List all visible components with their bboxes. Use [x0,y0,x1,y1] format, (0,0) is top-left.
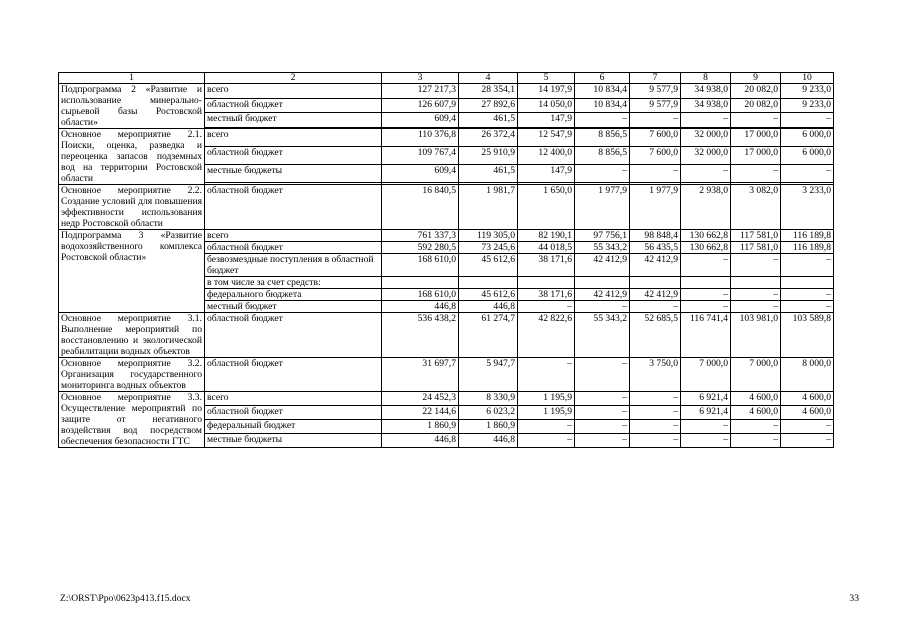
program-title-cell: Подпрограмма 2 «Развитие и использование минерально-сырьевой базы Ростовской области» [59,84,205,129]
funding-source-cell: всего [205,84,382,99]
amount-cell: – [630,406,681,420]
funding-source-cell: областной бюджет [205,406,382,420]
amount-cell: 14 197,9 [518,84,575,99]
amount-cell: 446,8 [382,434,459,448]
amount-cell: 9 233,0 [781,98,834,113]
amount-cell: 446,8 [459,301,518,313]
amount-cell: 130 662,8 [681,230,731,242]
amount-cell: 55 343,2 [575,242,630,254]
amount-cell [681,277,731,289]
amount-cell [575,277,630,289]
amount-cell: – [731,113,781,128]
funding-source-cell: всего [205,392,382,406]
amount-cell: 7 600,0 [630,129,681,147]
program-title-cell: Основное мероприятие 3.2. Организация государственного мониторинга водных объектов [59,358,205,392]
amount-cell: – [630,392,681,406]
amount-cell: – [731,420,781,434]
funding-source-cell: всего [205,230,382,242]
amount-cell: 103 589,8 [781,313,834,358]
amount-cell: 9 577,9 [630,84,681,99]
amount-cell: 8 856,5 [575,129,630,147]
funding-source-cell: областной бюджет [205,185,382,230]
amount-cell: 82 190,1 [518,230,575,242]
amount-cell: 7 000,0 [681,358,731,392]
amount-cell: 127 217,3 [382,84,459,99]
amount-cell: 52 685,5 [630,313,681,358]
amount-cell: 8 330,9 [459,392,518,406]
amount-cell: 126 607,9 [382,98,459,113]
amount-cell: 461,5 [459,165,518,183]
amount-cell: – [781,165,834,183]
amount-cell [630,277,681,289]
amount-cell: 1 860,9 [459,420,518,434]
amount-cell: 168 610,0 [382,289,459,301]
amount-cell: 4 600,0 [781,392,834,406]
amount-cell: – [630,434,681,448]
amount-cell: 109 767,4 [382,147,459,165]
column-header: 5 [518,73,575,84]
amount-cell: 6 921,4 [681,392,731,406]
funding-source-cell: безвозмездные поступления в областной бюджет [205,254,382,277]
amount-cell: 9 233,0 [781,84,834,99]
amount-cell: 609,4 [382,165,459,183]
amount-cell: 2 938,0 [681,185,731,230]
amount-cell [518,277,575,289]
amount-cell: 17 000,0 [731,147,781,165]
amount-cell: 38 171,6 [518,254,575,277]
amount-cell: – [681,301,731,313]
amount-cell: 32 000,0 [681,147,731,165]
amount-cell: 22 144,6 [382,406,459,420]
page-number: 33 [849,593,859,604]
column-header: 10 [781,73,834,84]
amount-cell: 7 000,0 [731,358,781,392]
funding-source-cell: в том числе за счет средств: [205,277,382,289]
amount-cell: 12 547,9 [518,129,575,147]
amount-cell: 73 245,6 [459,242,518,254]
table-row [59,185,834,230]
amount-cell: 98 848,4 [630,230,681,242]
amount-cell: 761 337,3 [382,230,459,242]
amount-cell: 1 977,9 [630,185,681,230]
program-title-cell: Подпрограмма 3 «Развитие водохозяйственного комплекса Ростовской области» [59,230,205,313]
table-row [59,84,834,99]
amount-cell: 45 612,6 [459,289,518,301]
amount-cell: 609,4 [382,113,459,128]
amount-cell [382,277,459,289]
amount-cell: 4 600,0 [781,406,834,420]
amount-cell: 119 305,0 [459,230,518,242]
footer-file-path: Z:\ORST\Ppo\0623p413.f15.docx [60,593,191,604]
program-title-cell: Основное мероприятие 2.1. Поиски, оценка, разведка и переоценка запасов подземных вод на территории Ростовской области [59,129,205,185]
amount-cell: – [781,113,834,128]
column-header: 7 [630,73,681,84]
amount-cell: 592 280,5 [382,242,459,254]
amount-cell: 1 195,9 [518,392,575,406]
amount-cell: 20 082,0 [731,84,781,99]
amount-cell: – [681,254,731,277]
amount-cell: 44 018,5 [518,242,575,254]
amount-cell: 130 662,8 [681,242,731,254]
amount-cell: – [630,165,681,183]
funding-source-cell: областной бюджет [205,358,382,392]
amount-cell: 8 000,0 [781,358,834,392]
amount-cell: 3 233,0 [781,185,834,230]
amount-cell: 61 274,7 [459,313,518,358]
amount-cell: 38 171,6 [518,289,575,301]
amount-cell: 16 840,5 [382,185,459,230]
funding-source-cell: областной бюджет [205,147,382,165]
amount-cell: – [518,301,575,313]
amount-cell: 7 600,0 [630,147,681,165]
amount-cell: – [731,301,781,313]
amount-cell: 1 977,9 [575,185,630,230]
amount-cell: 28 354,1 [459,84,518,99]
amount-cell: 10 834,4 [575,84,630,99]
funding-source-cell: всего [205,129,382,147]
amount-cell: – [731,289,781,301]
column-header: 9 [731,73,781,84]
table-row [59,230,834,242]
column-header: 4 [459,73,518,84]
amount-cell: 1 860,9 [382,420,459,434]
amount-cell: – [781,434,834,448]
amount-cell: 42 412,9 [575,254,630,277]
amount-cell: 42 412,9 [630,289,681,301]
funding-source-cell: областной бюджет [205,98,382,113]
amount-cell: 24 452,3 [382,392,459,406]
amount-cell: 6 000,0 [781,147,834,165]
amount-cell: – [731,434,781,448]
program-title-cell: Основное мероприятие 3.3. Осуществление мероприятий по защите от негативного воздействия вод посредством обеспечения безопасности ГТС [59,392,205,448]
amount-cell: – [681,165,731,183]
amount-cell: 103 981,0 [731,313,781,358]
column-header: 2 [205,73,382,84]
amount-cell: 461,5 [459,113,518,128]
amount-cell: – [518,358,575,392]
funding-source-cell: местные бюджеты [205,165,382,183]
amount-cell: 14 050,0 [518,98,575,113]
column-header: 1 [59,73,205,84]
amount-cell: – [731,254,781,277]
amount-cell: 9 577,9 [630,98,681,113]
funding-source-cell: местный бюджет [205,301,382,313]
amount-cell: 3 082,0 [731,185,781,230]
amount-cell: – [681,420,731,434]
column-header: 6 [575,73,630,84]
column-header: 3 [382,73,459,84]
amount-cell: – [575,165,630,183]
amount-cell: 1 195,9 [518,406,575,420]
amount-cell: – [630,301,681,313]
amount-cell: 446,8 [459,434,518,448]
amount-cell: – [681,434,731,448]
amount-cell: – [575,420,630,434]
amount-cell: 6 921,4 [681,406,731,420]
amount-cell: 26 372,4 [459,129,518,147]
amount-cell: 25 910,9 [459,147,518,165]
amount-cell: 34 938,0 [681,98,731,113]
table-header-row [59,73,834,84]
amount-cell: 42 412,9 [575,289,630,301]
column-header: 8 [681,73,731,84]
amount-cell: 446,8 [382,301,459,313]
amount-cell: – [575,301,630,313]
amount-cell [731,277,781,289]
table-row [59,358,834,392]
amount-cell: 6 023,2 [459,406,518,420]
amount-cell: 168 610,0 [382,254,459,277]
amount-cell: – [781,301,834,313]
amount-cell [459,277,518,289]
program-title-cell: Основное мероприятие 2.2. Создание условий для повышения эффективности использования недр Ростовской области [59,185,205,230]
amount-cell: – [630,420,681,434]
funding-source-cell: местные бюджеты [205,434,382,448]
funding-source-cell: областной бюджет [205,313,382,358]
amount-cell: 31 697,7 [382,358,459,392]
amount-cell: – [518,434,575,448]
funding-source-cell: местный бюджет [205,113,382,128]
program-title-cell: Основное мероприятие 3.1. Выполнение мероприятий по восстановлению и экологической реабилитации водных объектов [59,313,205,358]
amount-cell: – [681,289,731,301]
amount-cell: 42 822,6 [518,313,575,358]
amount-cell: – [681,113,731,128]
amount-cell: 12 400,0 [518,147,575,165]
amount-cell: 32 000,0 [681,129,731,147]
amount-cell: – [575,434,630,448]
amount-cell: 45 612,6 [459,254,518,277]
amount-cell: – [575,113,630,128]
amount-cell: 110 376,8 [382,129,459,147]
amount-cell: 20 082,0 [731,98,781,113]
amount-cell: 55 343,2 [575,313,630,358]
amount-cell: 42 412,9 [630,254,681,277]
amount-cell: 147,9 [518,165,575,183]
funding-source-cell: федерального бюджета [205,289,382,301]
table-row [59,313,834,358]
amount-cell: 147,9 [518,113,575,128]
amount-cell: – [731,165,781,183]
amount-cell: 4 600,0 [731,392,781,406]
amount-cell: – [518,420,575,434]
amount-cell: – [781,289,834,301]
amount-cell: 1 981,7 [459,185,518,230]
amount-cell: 8 856,5 [575,147,630,165]
amount-cell: 117 581,0 [731,230,781,242]
amount-cell: 17 000,0 [731,129,781,147]
amount-cell: – [575,392,630,406]
amount-cell [781,277,834,289]
amount-cell: 116 189,8 [781,242,834,254]
amount-cell: 5 947,7 [459,358,518,392]
amount-cell: 1 650,0 [518,185,575,230]
amount-cell: – [630,113,681,128]
amount-cell: 3 750,0 [630,358,681,392]
amount-cell: – [575,358,630,392]
funding-source-cell: федеральный бюджет [205,420,382,434]
amount-cell: 116 189,8 [781,230,834,242]
amount-cell: 117 581,0 [731,242,781,254]
amount-cell: 97 756,1 [575,230,630,242]
table-row [59,392,834,406]
amount-cell: – [781,254,834,277]
budget-table [58,72,834,448]
amount-cell: 4 600,0 [731,406,781,420]
amount-cell: – [575,406,630,420]
amount-cell: 27 892,6 [459,98,518,113]
amount-cell: 116 741,4 [681,313,731,358]
table-row [59,129,834,147]
funding-source-cell: областной бюджет [205,242,382,254]
amount-cell: 536 438,2 [382,313,459,358]
amount-cell: – [781,420,834,434]
amount-cell: 34 938,0 [681,84,731,99]
amount-cell: 10 834,4 [575,98,630,113]
amount-cell: 56 435,5 [630,242,681,254]
amount-cell: 6 000,0 [781,129,834,147]
